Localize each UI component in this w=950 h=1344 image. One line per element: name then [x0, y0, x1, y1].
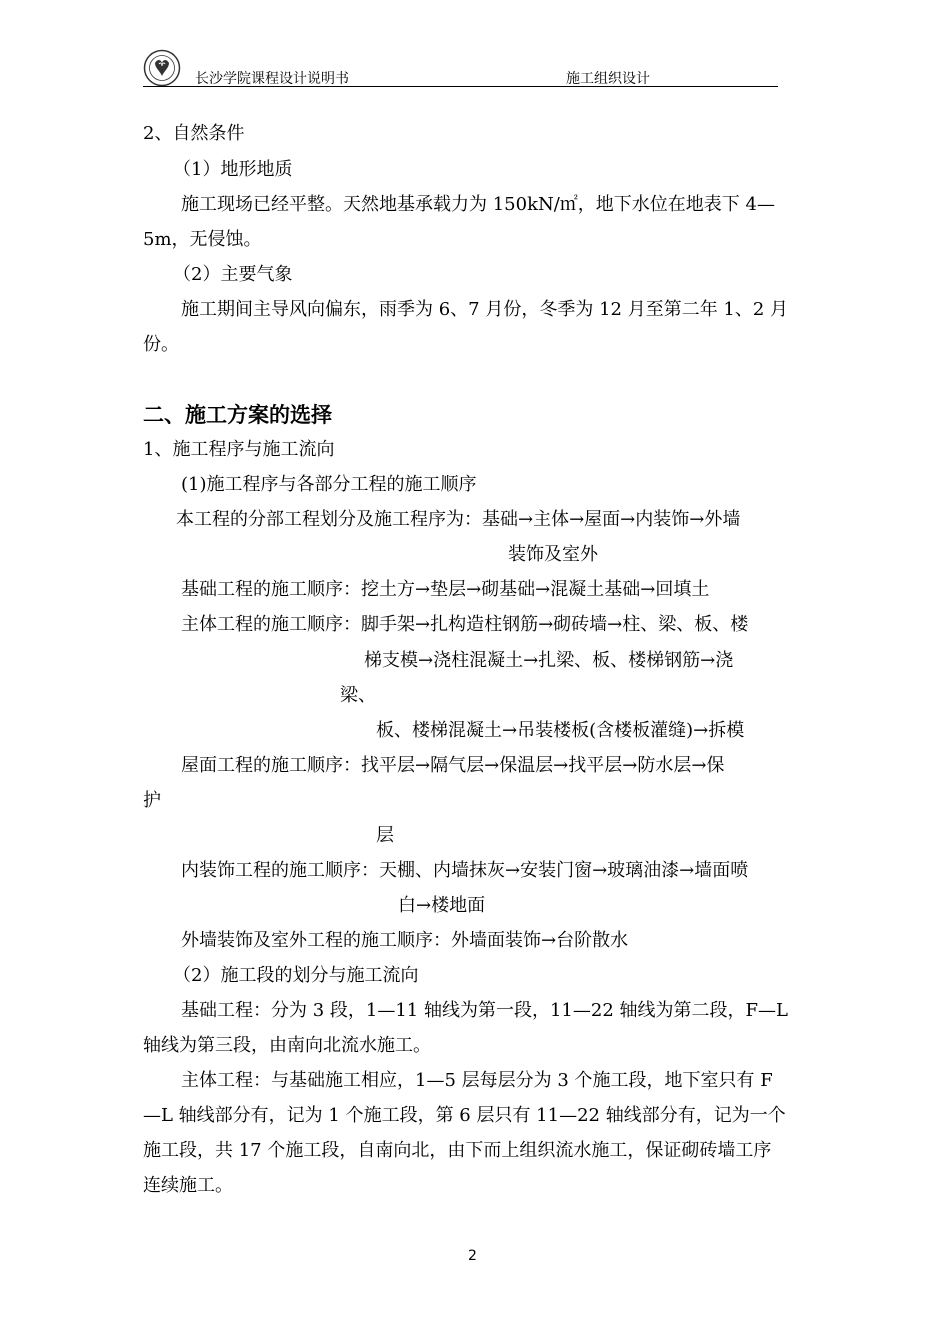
paragraph-line: 施工期间主导风向偏东，雨季为 6、7 月份，冬季为 12 月至第二年 1、2 月 — [181, 299, 789, 320]
subsection-heading: （2）施工段的划分与施工流向 — [173, 965, 419, 986]
paragraph-line: 轴线为第三段，由南向北流水施工。 — [143, 1035, 431, 1056]
chapter-heading: 二、施工方案的选择 — [143, 403, 332, 427]
paragraph-line: —L 轴线部分有，记为 1 个施工段，第 6 层只有 11—22 轴线部分有，记为一个 — [143, 1105, 786, 1126]
header-title: 长沙学院课程设计说明书 — [195, 71, 349, 87]
subsection-heading: （1）地形地质 — [173, 159, 293, 180]
university-logo — [143, 49, 181, 87]
sequence-line: 内装饰工程的施工顺序：天棚、内墙抹灰→安装门窗→玻璃油漆→墙面喷 — [181, 860, 749, 881]
sequence-line: 主体工程的施工顺序：脚手架→扎构造柱钢筋→砌砖墙→柱、梁、板、楼 — [181, 614, 749, 635]
header-subject: 施工组织设计 — [566, 71, 650, 87]
page-number: 2 — [468, 1248, 477, 1264]
subsection-heading: （2）主要气象 — [173, 264, 293, 285]
sequence-line: 板、楼梯混凝土→吊装楼板(含楼板灌缝)→拆模 — [376, 720, 745, 741]
sequence-line: 装饰及室外 — [508, 544, 598, 565]
sequence-line: 层 — [376, 825, 394, 846]
sequence-line: 梯支模→浇柱混凝土→扎梁、板、楼梯钢筋→浇 — [364, 650, 734, 671]
page-header — [143, 44, 778, 88]
sequence-line: 屋面工程的施工顺序：找平层→隔气层→保温层→找平层→防水层→保 — [181, 755, 725, 776]
paragraph-line: 施工现场已经平整。天然地基承载力为 150kN/㎡，地下水位在地表下 4— — [181, 194, 775, 215]
sequence-line: 外墙装饰及室外工程的施工顺序：外墙面装饰→台阶散水 — [181, 930, 629, 951]
sequence-line: 白→楼地面 — [398, 895, 486, 916]
sequence-line: 护 — [143, 790, 161, 811]
section-heading: 2、自然条件 — [143, 123, 245, 144]
header-rule — [143, 86, 778, 87]
section-heading: 1、施工程序与施工流向 — [143, 439, 335, 460]
paragraph-line: 5m，无侵蚀。 — [143, 229, 262, 250]
paragraph-line: 连续施工。 — [143, 1175, 233, 1196]
paragraph-line: 施工段，共 17 个施工段，自南向北，由下而上组织流水施工，保证砌砖墙工序 — [143, 1140, 772, 1161]
paragraph-line: 份。 — [143, 334, 179, 355]
paragraph-line: 基础工程：分为 3 段，1—11 轴线为第一段，11—22 轴线为第二段，F—L — [181, 1000, 788, 1021]
sequence-line: 本工程的分部工程划分及施工程序为：基础→主体→屋面→内装饰→外墙 — [176, 509, 741, 530]
paragraph-line: 主体工程：与基础施工相应，1—5 层每层分为 3 个施工段，地下室只有 F — [181, 1070, 773, 1091]
sequence-line: 梁、 — [340, 685, 376, 706]
subsection-heading: (1)施工程序与各部分工程的施工顺序 — [181, 474, 477, 495]
sequence-line: 基础工程的施工顺序：挖土方→垫层→砌基础→混凝土基础→回填土 — [181, 579, 710, 600]
